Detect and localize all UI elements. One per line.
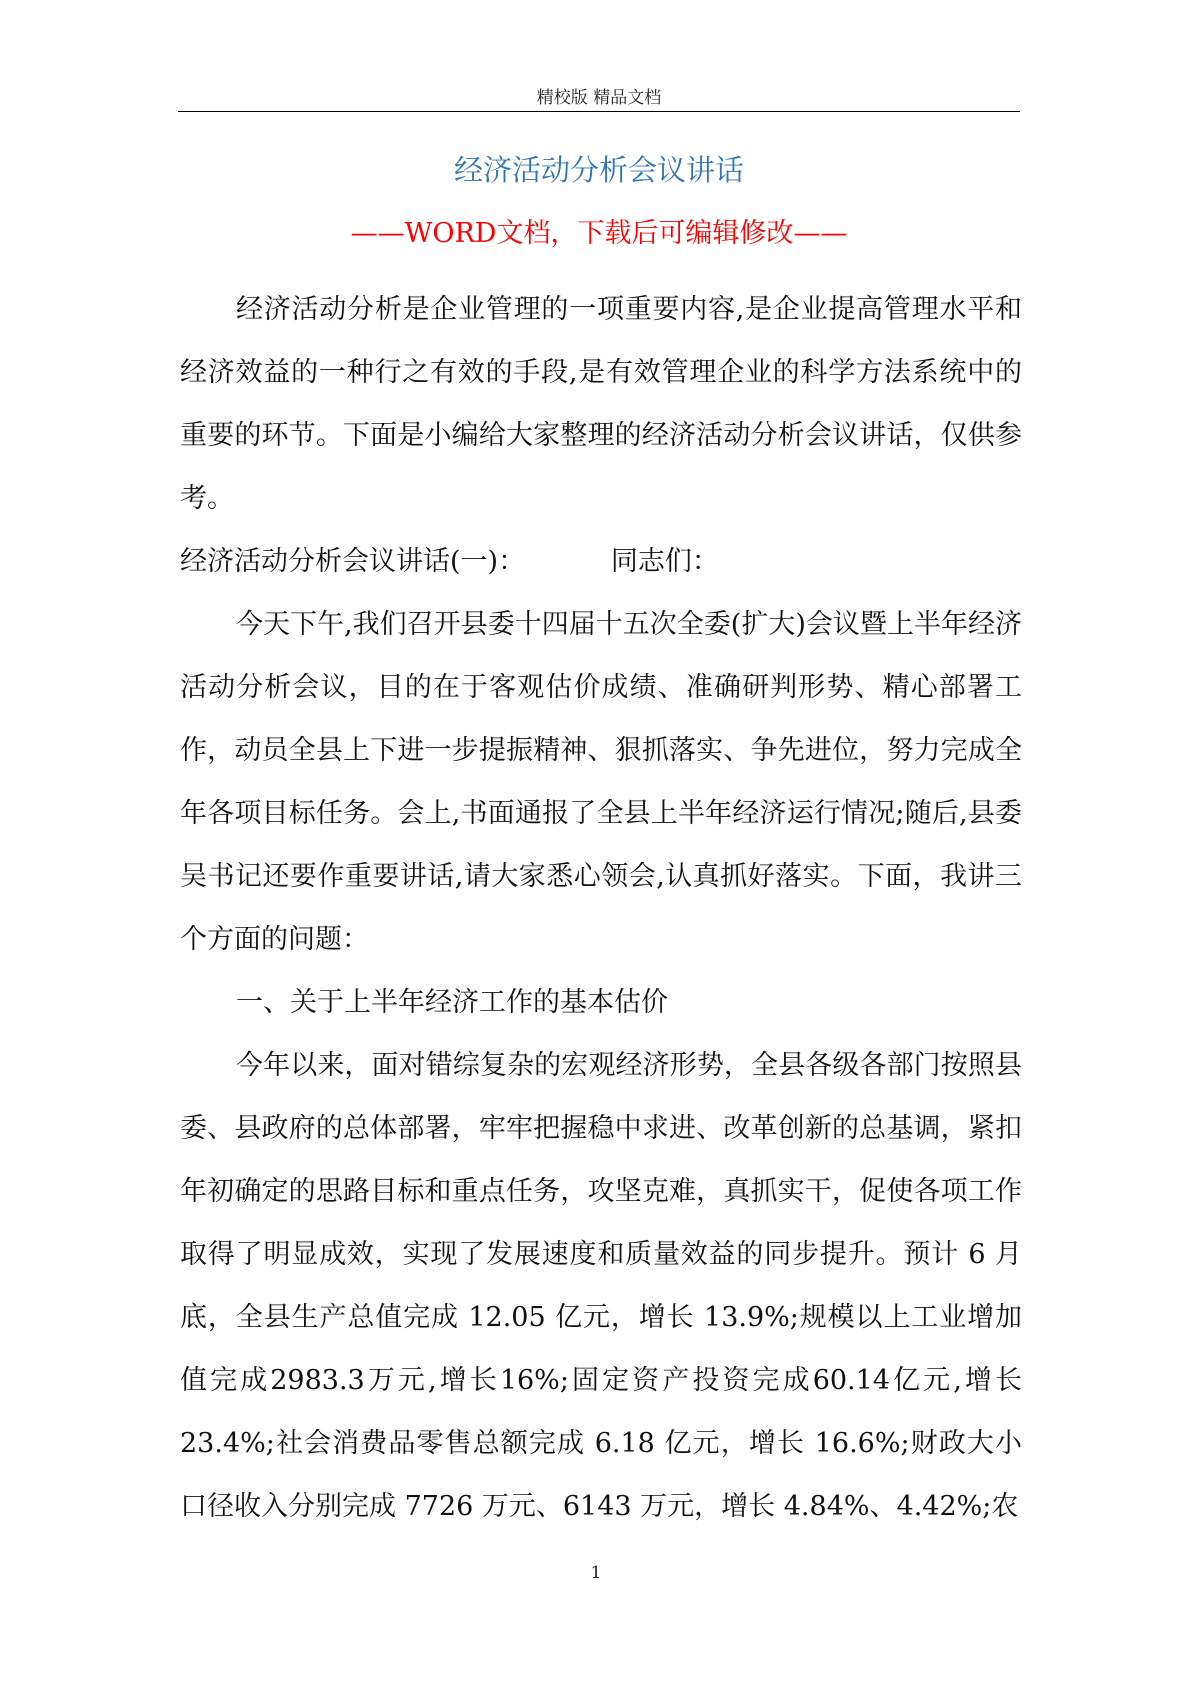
speech-heading-line: 经济活动分析会议讲话(一)： 同志们：	[180, 546, 719, 577]
document-body	[180, 278, 1022, 1538]
page-number: 1	[590, 1563, 602, 1583]
speech-opening-paragraph: 今天下午,我们召开县委十四届十五次全委(扩大)会议暨上半年经济活动分析会议，目的在于客观估价成绩、准确研判形势、精心部署工作，动员全县上下进一步提振精神、狠抓落实、争先进位，努力完成全年各项目标任务。会上,书面通报了全县上半年经济运行情况;随后,县委吴书记还要作重要讲话,请大家悉心领会,认真抓好落实。下面，我讲三个方面的问题：	[180, 609, 1022, 955]
document-subtitle: ——WORD文档，下载后可编辑修改——	[350, 218, 848, 249]
page-header: 精校版 精品文档	[536, 88, 662, 108]
section-heading: 一、关于上半年经济工作的基本估价	[236, 987, 668, 1018]
economic-summary-paragraph: 今年以来，面对错综复杂的宏观经济形势，全县各级各部门按照县委、县政府的总体部署，牢牢把握稳中求进、改革创新的总基调，紧扣年初确定的思路目标和重点任务，攻坚克难，真抓实干，促使各项工作取得了明显成效，实现了发展速度和质量效益的同步提升。预计 6 月底，全县生产总值完成 12.05 亿元，增长 13.9%;规模以上工业增加值完成2983.3万元,增长16%;固定资产投资完成60.14亿元,增长 23.4%;社会消费品零售总额完成 6.18 亿元，增长 16.6%;财政大小口径收入分别完成 7726 万元、6143 万元，增长 4.84%、4.42%;农	[180, 1050, 1022, 1522]
document-title: 经济活动分析会议讲话	[453, 153, 744, 187]
intro-paragraph: 经济活动分析是企业管理的一项重要内容,是企业提高管理水平和经济效益的一种行之有效的手段,是有效管理企业的科学方法系统中的重要的环节。下面是小编给大家整理的经济活动分析会议讲话，仅供参考。	[180, 294, 1022, 514]
header-divider	[178, 111, 1020, 112]
